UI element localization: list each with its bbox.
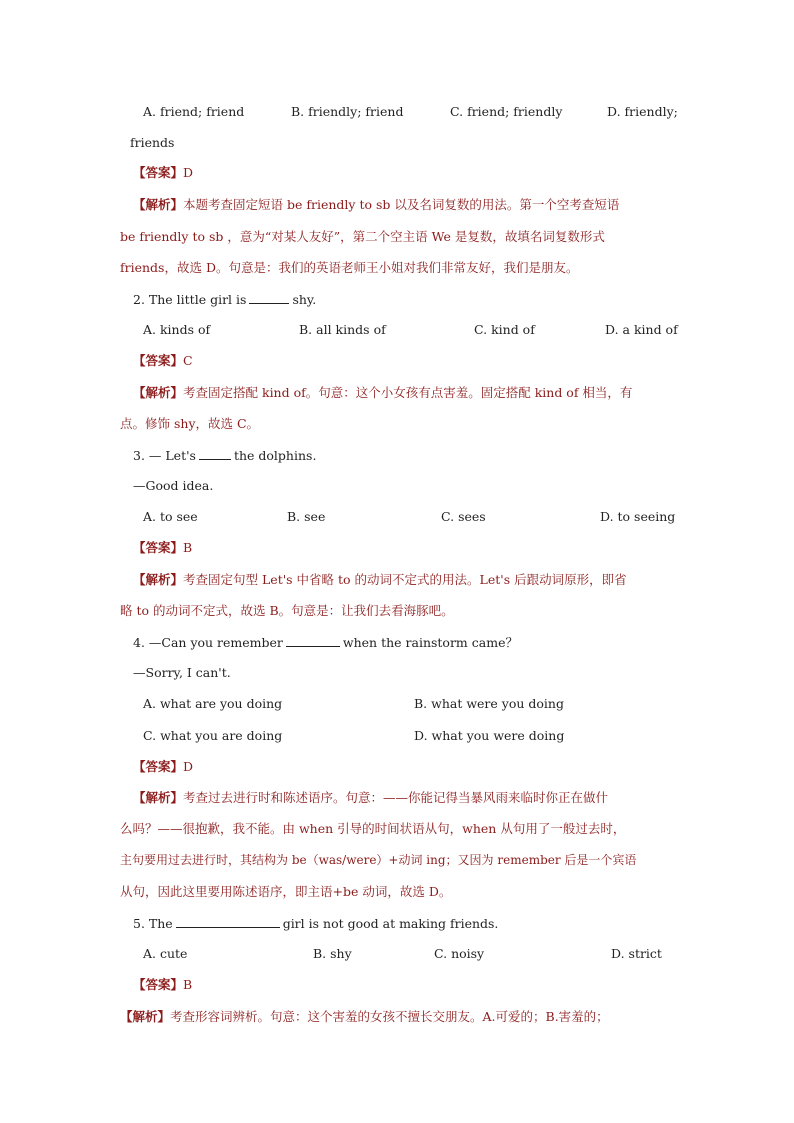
stem-text: the dolphins. [233, 448, 317, 463]
q4-stem [133, 634, 518, 651]
answer-blank [199, 447, 231, 460]
answer-value: D [183, 165, 194, 180]
analysis-text: 本题考查固定短语 be friendly to sb 以及名词复数的用法。第一个空考查短语 [183, 197, 620, 212]
analysis-text: 考查固定搭配 kind of。句意：这个小女孩有点害羞。固定搭配 kind of 相当，有 [183, 385, 633, 400]
answer-blank [249, 291, 289, 304]
answer-tag: 【答案】 [133, 759, 184, 774]
stem-text: 5. The [133, 916, 173, 931]
stem-text: shy. [292, 292, 317, 307]
q3-option-a: A. to see [143, 509, 198, 524]
answer-tag: 【答案】 [133, 353, 184, 368]
q1-option-b: B. friendly; friend [291, 104, 404, 119]
answer-tag: 【答案】 [133, 540, 184, 555]
q5-analysis-line-1 [120, 1009, 609, 1025]
q3-analysis-line-2: 略 to 的动词不定式，故选 B。句意是：让我们去看海豚吧。 [120, 603, 454, 618]
q4-analysis-line-2: 么吗？——很抱歉，我不能。由 when 引导的时间状语从句，when 从句用了一般过去时， [120, 821, 626, 836]
q5-option-b: B. shy [313, 946, 352, 961]
q1-option-d: D. friendly; [607, 104, 678, 119]
answer-tag: 【答案】 [133, 165, 184, 180]
stem-text: 2. The little girl is [133, 292, 247, 307]
analysis-text: 考查固定句型 Let's 中省略 to 的动词不定式的用法。Let's 后跟动词原形，即省 [183, 572, 627, 587]
q2-analysis-line-2: 点。修饰 shy，故选 C。 [120, 416, 260, 431]
analysis-tag: 【解析】 [133, 572, 184, 587]
answer-value: D [183, 759, 194, 774]
analysis-text: 考查形容词辨析。句意：这个害羞的女孩不擅长交朋友。A.可爱的；B.害羞的； [170, 1009, 609, 1024]
q1-answer [133, 165, 193, 181]
stem-text: girl is not good at making friends. [282, 916, 499, 931]
q3-option-b: B. see [287, 509, 326, 524]
q2-option-c: C. kind of [474, 322, 535, 337]
q3-answer [133, 540, 192, 556]
q3-reply: —Good idea. [133, 478, 214, 493]
answer-value: B [183, 977, 193, 992]
q1-option-c: C. friend; friendly [450, 104, 563, 119]
answer-tag: 【答案】 [133, 977, 184, 992]
answer-value: C [183, 353, 193, 368]
q3-option-d: D. to seeing [600, 509, 676, 524]
q4-analysis-line-1 [133, 790, 608, 806]
q4-option-c: C. what you are doing [143, 728, 283, 743]
q4-reply: —Sorry, I can't. [133, 665, 231, 680]
q2-option-a: A. kinds of [143, 322, 211, 337]
q3-option-c: C. sees [441, 509, 486, 524]
q5-answer [133, 977, 192, 993]
q5-stem [133, 915, 498, 932]
q2-answer [133, 353, 193, 369]
q4-analysis-line-4: 从句，因此这里要用陈述语序，即主语+be 动词，故选 D。 [120, 884, 452, 899]
q2-option-d: D. a kind of [605, 322, 678, 337]
analysis-tag: 【解析】 [133, 385, 184, 400]
q5-option-d: D. strict [611, 946, 662, 961]
q2-stem [133, 291, 316, 308]
stem-text: 4. —Can you remember [133, 635, 283, 650]
q1-analysis-line-3: friends，故选 D。句意是：我们的英语老师王小姐对我们非常友好，我们是朋友。 [120, 260, 579, 275]
answer-value: B [183, 540, 193, 555]
q4-option-a: A. what are you doing [143, 696, 283, 711]
q3-stem [133, 447, 316, 464]
q1-analysis-line-1 [133, 197, 619, 213]
q1-analysis-line-2: be friendly to sb ，意为“对某人友好”，第二个空主语 We 是复数，故填名词复数形式 [120, 229, 605, 244]
answer-blank [286, 634, 340, 647]
q4-option-d: D. what you were doing [414, 728, 565, 743]
analysis-tag: 【解析】 [133, 197, 184, 212]
q5-option-a: A. cute [143, 946, 188, 961]
analysis-tag: 【解析】 [133, 790, 184, 805]
stem-text: 3. — Let's [133, 448, 196, 463]
q1-option-a: A. friend; friend [143, 104, 245, 119]
q3-analysis-line-1 [133, 572, 627, 588]
analysis-tag: 【解析】 [120, 1009, 171, 1024]
q4-analysis-line-3: 主句要用过去进行时，其结构为 be（was/were）+动词 ing；又因为 remember 后是一个宾语 [120, 853, 637, 867]
q2-analysis-line-1 [133, 385, 632, 401]
q2-option-b: B. all kinds of [299, 322, 386, 337]
q1-option-d-continued: friends [130, 135, 175, 150]
q5-option-c: C. noisy [434, 946, 485, 961]
stem-text: when the rainstorm came？ [342, 635, 518, 650]
answer-blank [176, 915, 280, 928]
q4-option-b: B. what were you doing [414, 696, 564, 711]
q4-answer [133, 759, 193, 775]
analysis-text: 考查过去进行时和陈述语序。句意：——你能记得当暴风雨来临时你正在做什 [183, 790, 609, 805]
